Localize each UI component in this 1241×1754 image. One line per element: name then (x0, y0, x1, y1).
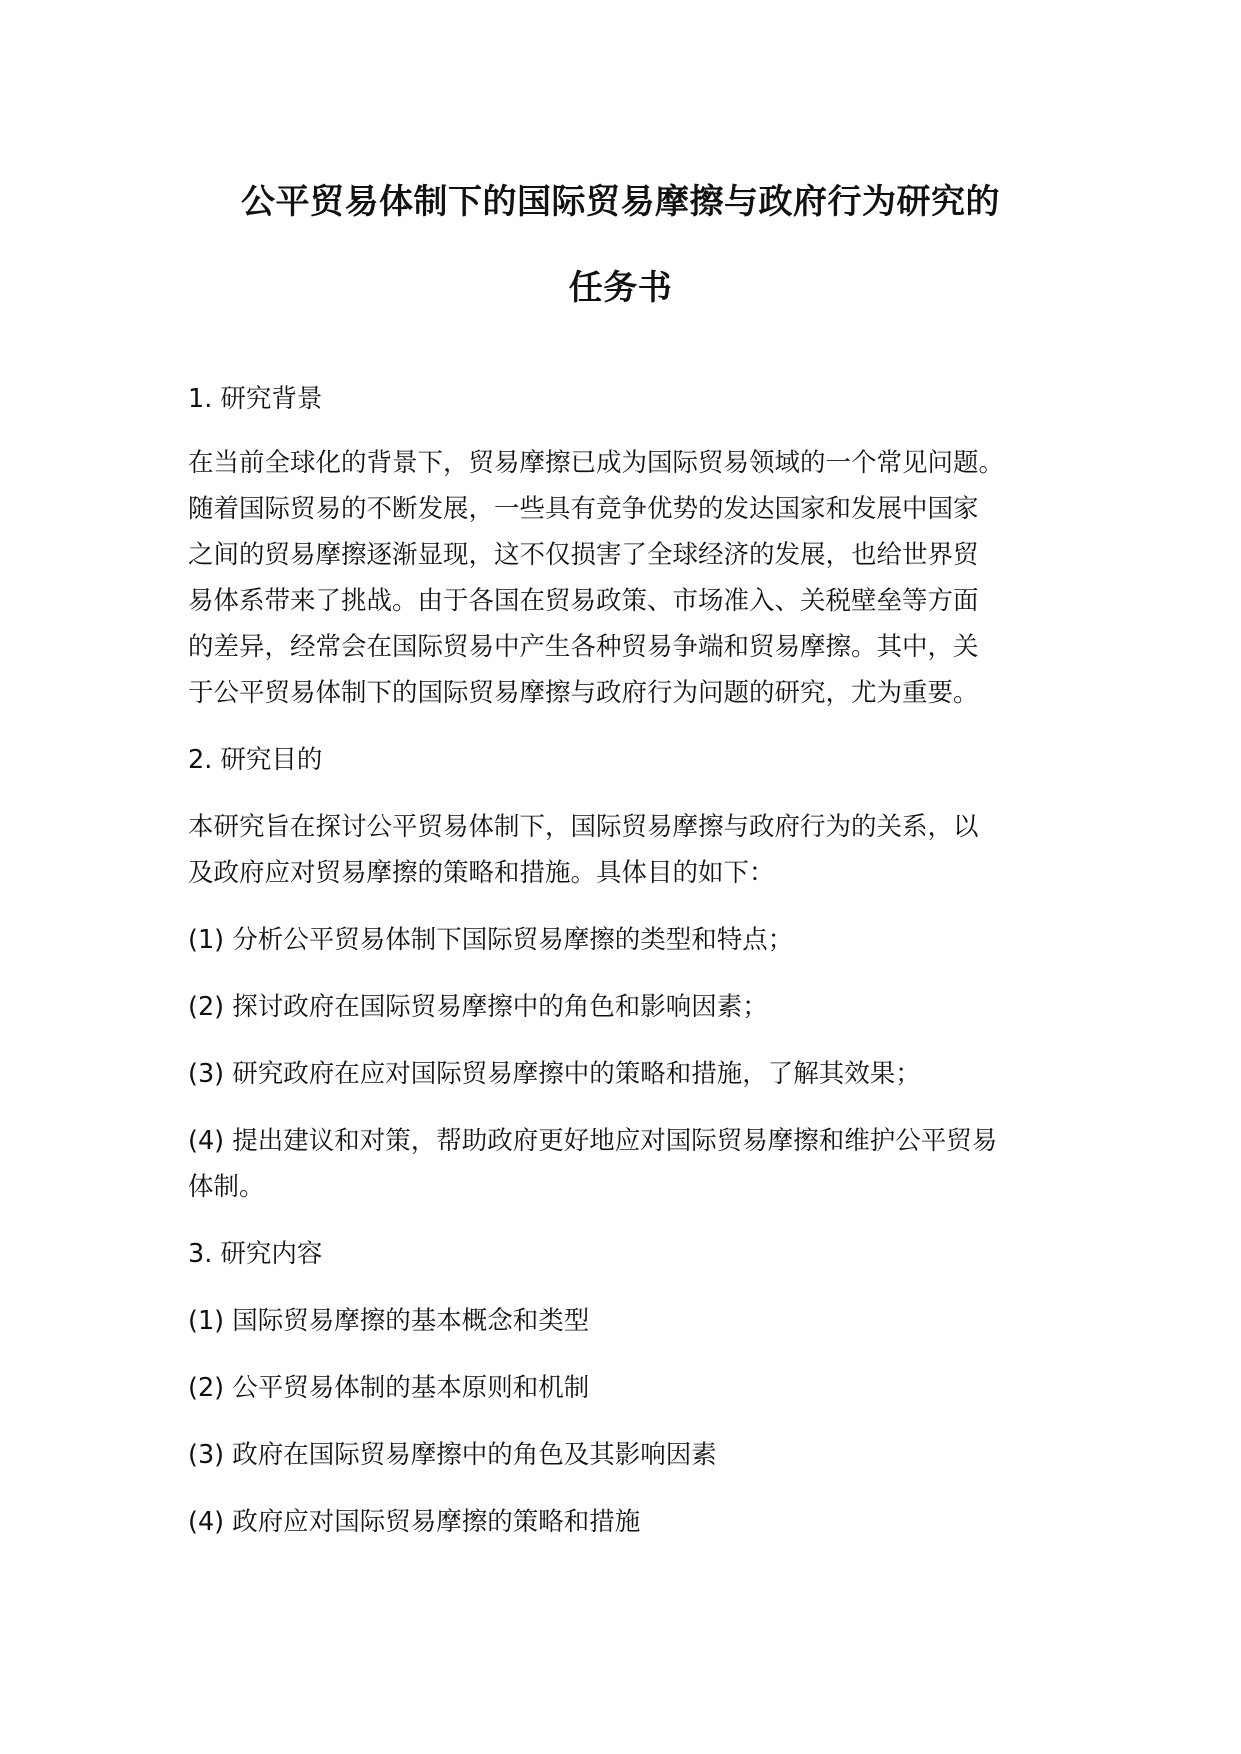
section1-line: 在当前全球化的背景下，贸易摩擦已成为国际贸易领域的一个常见问题。 (188, 448, 1005, 478)
section2-intro-line: 本研究旨在探讨公平贸易体制下，国际贸易摩擦与政府行为的关系，以 (188, 812, 979, 842)
section3-heading: 3. 研究内容 (188, 1239, 323, 1269)
section3-list-item: (1) 国际贸易摩擦的基本概念和类型 (188, 1306, 590, 1336)
section2-list-item: (1) 分析公平贸易体制下国际贸易摩擦的类型和特点； (188, 925, 794, 955)
section1-line: 易体系带来了挑战。由于各国在贸易政策、市场准入、关税壁垒等方面 (188, 586, 979, 616)
document-title-line2: 任务书 (568, 268, 673, 308)
section1-line: 的差异，经常会在国际贸易中产生各种贸易争端和贸易摩擦。其中，关 (188, 632, 979, 662)
document-title-line1: 公平贸易体制下的国际贸易摩擦与政府行为研究的 (241, 182, 1000, 222)
section3-list-item: (4) 政府应对国际贸易摩擦的策略和措施 (188, 1507, 641, 1537)
section2-intro-line: 及政府应对贸易摩擦的策略和措施。具体目的如下： (188, 858, 775, 888)
section2-list-item: (2) 探讨政府在国际贸易摩擦中的角色和影响因素； (188, 992, 768, 1022)
section3-list-item: (3) 政府在国际贸易摩擦中的角色及其影响因素 (188, 1440, 717, 1470)
section1-line: 之间的贸易摩擦逐渐显现，这不仅损害了全球经济的发展，也给世界贸 (188, 540, 979, 570)
section1-line: 随着国际贸易的不断发展，一些具有竞争优势的发达国家和发展中国家 (188, 494, 979, 524)
section2-list-item-continuation: 体制。 (188, 1172, 265, 1202)
section3-list-item: (2) 公平贸易体制的基本原则和机制 (188, 1373, 590, 1403)
section1-heading: 1. 研究背景 (188, 384, 323, 414)
section2-list-item: (3) 研究政府在应对国际贸易摩擦中的策略和措施，了解其效果； (188, 1059, 921, 1089)
section2-list-item: (4) 提出建议和对策，帮助政府更好地应对国际贸易摩擦和维护公平贸易 (188, 1126, 998, 1156)
section1-line: 于公平贸易体制下的国际贸易摩擦与政府行为问题的研究，尤为重要。 (188, 678, 979, 708)
section2-heading: 2. 研究目的 (188, 745, 323, 775)
